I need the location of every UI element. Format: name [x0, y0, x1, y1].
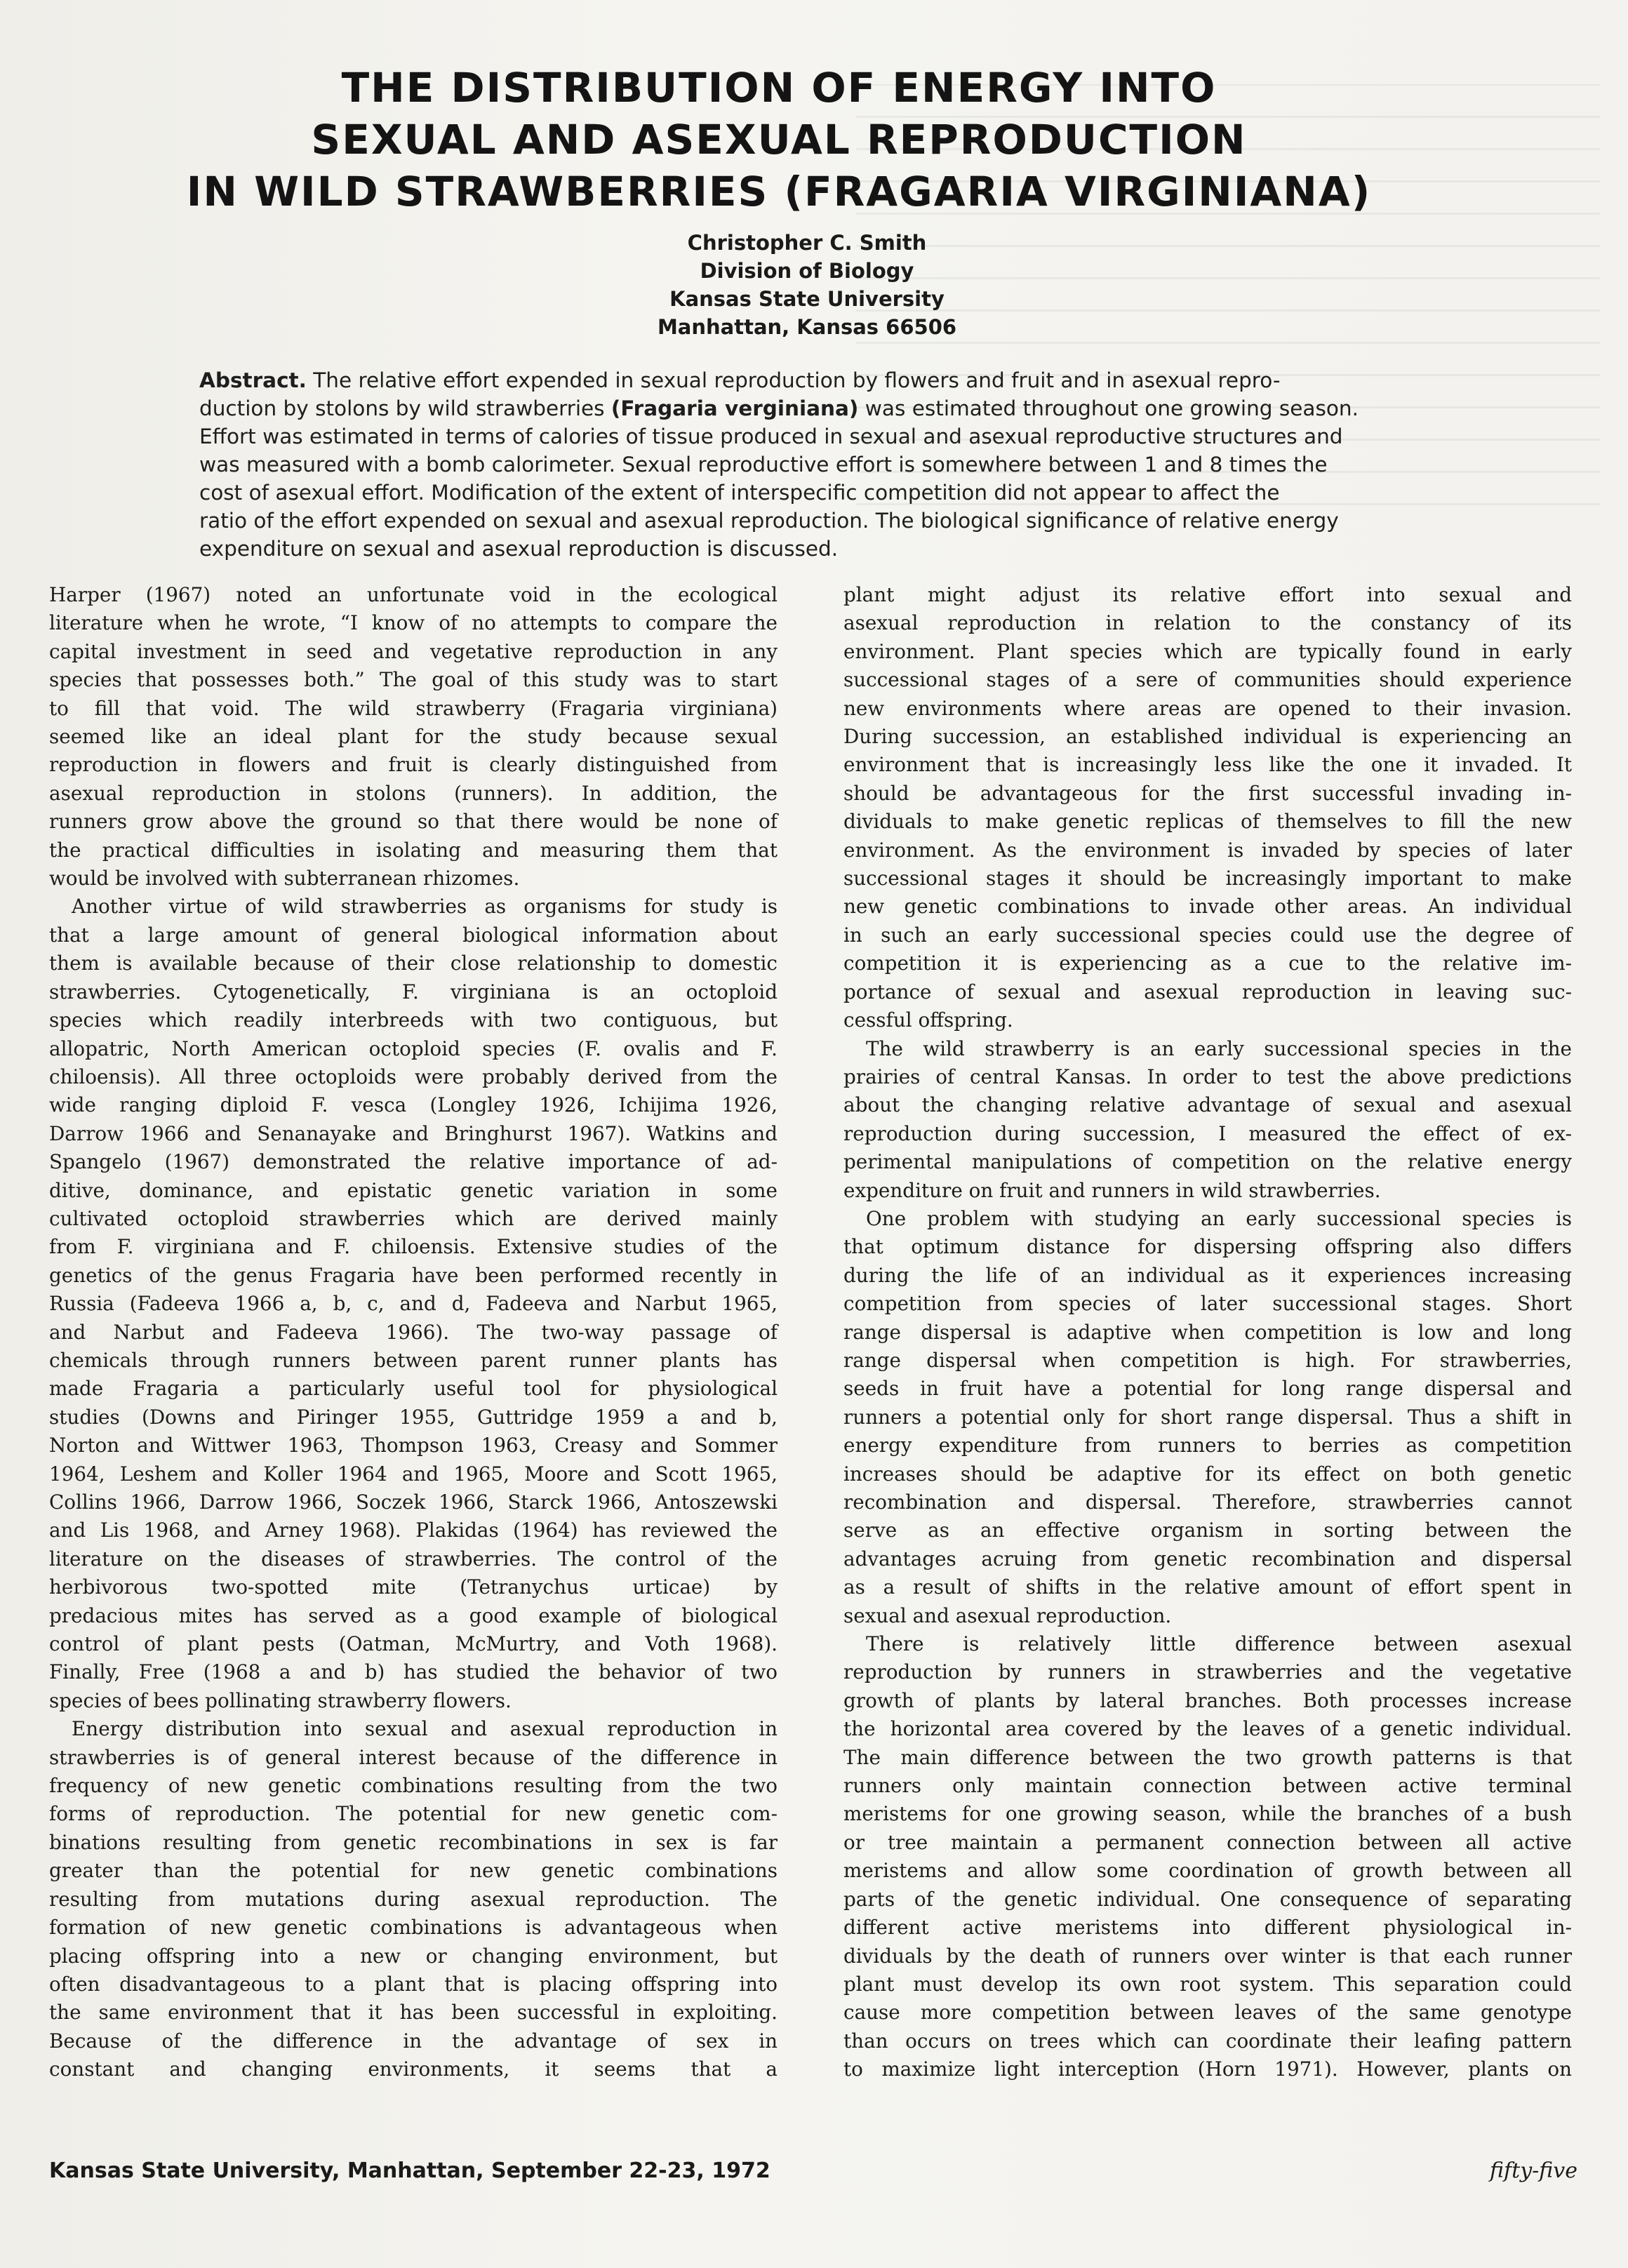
- body-text-line: that optimum distance for dispersing offspring also differs: [843, 1235, 1572, 1259]
- abstract: [166, 366, 1464, 563]
- body-text-line: Another virtue of wild strawberries as organisms for study is: [72, 895, 778, 919]
- title-line-1: THE DISTRIBUTION OF ENERGY INTO: [341, 64, 1217, 112]
- body-text-line: from F. virginiana and F. chiloensis. Extensive studies of the: [49, 1235, 778, 1259]
- body-text-line: during the life of an individual as it experiences increasing: [843, 1263, 1572, 1287]
- body-text-line: chemicals through runners between parent runner plants has: [49, 1348, 778, 1372]
- body-text-line: environment that is increasingly less like the one it invaded. It: [843, 753, 1572, 777]
- body-text-line: that a large amount of general biological information about: [49, 923, 778, 947]
- body-text-line: strawberries. Cytogenetically, F. virginiana is an octoploid: [49, 980, 778, 1003]
- body-text-line: runners grow above the ground so that there would be none of: [49, 810, 778, 834]
- body-text-line: strawberries is of general interest because of the difference in: [49, 1745, 778, 1769]
- body-text-line: asexual reproduction in relation to the constancy of its: [843, 611, 1572, 635]
- body-text-line: Energy distribution into sexual and asexual reproduction in: [72, 1717, 778, 1741]
- body-text-line: range dispersal when competition is high. For strawberries,: [843, 1348, 1572, 1372]
- body-text-line: than occurs on trees which can coordinate their leafing pattern: [843, 2029, 1572, 2053]
- body-text-line: resulting from mutations during asexual reproduction. The: [49, 1887, 778, 1911]
- body-text-line: greater than the potential for new genetic combinations: [49, 1859, 778, 1883]
- footer-conference: Kansas State University, Manhattan, September 22-23, 1972: [49, 2159, 770, 2183]
- body-text-line: forms of reproduction. The potential for new genetic com-: [49, 1802, 778, 1826]
- body-text-line: runners only maintain connection between active terminal: [843, 1774, 1572, 1798]
- body-text-line: studies (Downs and Piringer 1955, Guttridge 1959 a and b,: [49, 1405, 778, 1429]
- title-line-2: SEXUAL AND ASEXUAL REPRODUCTION: [311, 116, 1247, 164]
- body-text-line: One problem with studying an early successional species is: [866, 1206, 1572, 1230]
- body-text-line: The main difference between the two growth patterns is that: [843, 1745, 1572, 1769]
- body-text-line: cultivated octoploid strawberries which are derived mainly: [49, 1206, 778, 1230]
- body-text-line: portance of sexual and asexual reproduction in leaving suc-: [843, 980, 1572, 1003]
- body-text-line: wide ranging diploid F. vesca (Longley 1926, Ichijima 1926,: [49, 1093, 778, 1117]
- body-text-line: Darrow 1966 and Senanayake and Bringhurst 1967). Watkins and: [49, 1121, 778, 1145]
- body-text-line: There is relatively little difference between asexual: [866, 1632, 1572, 1656]
- body-text-line: in such an early successional species could use the degree of: [843, 923, 1572, 947]
- body-text-line: frequency of new genetic combinations resulting from the two: [49, 1774, 778, 1798]
- body-text-line: Collins 1966, Darrow 1966, Soczek 1966, Starck 1966, Antoszewski: [49, 1490, 778, 1514]
- body-text-line: parts of the genetic individual. One consequence of separating: [843, 1887, 1572, 1911]
- body-text-line: Harper (1967) noted an unfortunate void in the ecological: [49, 583, 778, 606]
- body-text-line: plant must develop its own root system. This separation could: [843, 1972, 1572, 1996]
- body-text-line: herbivorous two-spotted mite (Tetranychus urticae) by: [49, 1575, 778, 1599]
- body-text-line: Spangelo (1967) demonstrated the relative importance of ad-: [49, 1150, 778, 1174]
- body-text-line: energy expenditure from runners to berries as competition: [843, 1434, 1572, 1457]
- author-location: Manhattan, Kansas 66506: [657, 315, 957, 339]
- footer-page-number: fifty-five: [1490, 2159, 1577, 2183]
- body-text-line: binations resulting from genetic recombinations in sex is far: [49, 1830, 778, 1854]
- body-text-line: successional stages of a sere of communities should experience: [843, 668, 1572, 692]
- body-text-line: capital investment in seed and vegetative reproduction in any: [49, 639, 778, 663]
- body-text-line: plant might adjust its relative effort into sexual and: [843, 583, 1572, 606]
- body-text-line: species of bees pollinating strawberry flowers.: [49, 1688, 512, 1712]
- title-line-3: IN WILD STRAWBERRIES (FRAGARIA VIRGINIANA): [186, 168, 1372, 215]
- abstract-text: duction by stolons by wild strawberries: [199, 396, 611, 420]
- body-text-line: asexual reproduction in stolons (runners). In addition, the: [49, 781, 778, 805]
- body-text-line: control of plant pests (Oatman, McMurtry, and Voth 1968).: [49, 1632, 778, 1656]
- abstract-line: ratio of the effort expended on sexual and asexual reproduction. The biological significance of relative energy: [199, 509, 1339, 533]
- author-name: Christopher C. Smith: [687, 231, 927, 255]
- body-text-line: literature on the diseases of strawberries. The control of the: [49, 1547, 778, 1570]
- abstract-line: cost of asexual effort. Modification of the extent of interspecific competition did not appear to affect the: [199, 481, 1280, 505]
- body-text-line: perimental manipulations of competition on the relative energy: [843, 1150, 1572, 1174]
- body-text-line: dividuals to make genetic replicas of themselves to fill the new: [843, 810, 1572, 834]
- body-text-line: new genetic combinations to invade other areas. An individual: [843, 895, 1572, 919]
- body-text-line: to maximize light interception (Horn 1971). However, plants on: [843, 2057, 1572, 2081]
- body-text-line: meristems for one growing season, while the branches of a bush: [843, 1802, 1572, 1826]
- body-text-line: formation of new genetic combinations is advantageous when: [49, 1916, 778, 1940]
- body-text-line: constant and changing environments, it seems that a: [49, 2057, 778, 2081]
- body-text-line: ditive, dominance, and epistatic genetic variation in some: [49, 1178, 778, 1202]
- body-text-line: recombination and dispersal. Therefore, strawberries cannot: [843, 1490, 1572, 1514]
- body-text-line: allopatric, North American octoploid species (F. ovalis and F.: [49, 1036, 778, 1060]
- body-text-line: meristems and allow some coordination of growth between all: [843, 1859, 1572, 1883]
- paper-title: [140, 62, 1417, 218]
- body-text-line: serve as an effective organism in sorting between the: [843, 1519, 1572, 1542]
- body-text-line: the horizontal area covered by the leaves of a genetic individual.: [843, 1717, 1572, 1741]
- body-text-line: competition it is experiencing as a cue to the relative im-: [843, 952, 1572, 975]
- body-text-line: the practical difficulties in isolating and measuring them that: [49, 838, 778, 862]
- author-university: Kansas State University: [669, 287, 945, 311]
- body-text-line: growth of plants by lateral branches. Both processes increase: [843, 1688, 1572, 1712]
- body-text-line: seemed like an ideal plant for the study because sexual: [49, 725, 778, 749]
- body-text-line: different active meristems into different physiological in-: [843, 1916, 1572, 1940]
- body-text-line: reproduction by runners in strawberries and the vegetative: [843, 1660, 1572, 1684]
- body-text-line: cause more competition between leaves of the same genotype: [843, 2001, 1572, 2024]
- body-text-line: competition from species of later successional stages. Short: [843, 1292, 1572, 1316]
- abstract-label: Abstract.: [199, 368, 307, 392]
- abstract-text: The relative effort expended in sexual reproduction by flowers and fruit and in asexual repro-: [306, 368, 1281, 392]
- body-text-line: environment. As the environment is invaded by species of later: [843, 838, 1572, 862]
- abstract-line: Effort was estimated in terms of calories of tissue produced in sexual and asexual reproductive structures and: [199, 425, 1343, 448]
- body-text-line: and Narbut and Fadeeva 1966). The two-way passage of: [49, 1320, 778, 1344]
- abstract-line: [166, 366, 1464, 394]
- body-text-line: new environments where areas are opened to their invasion.: [843, 696, 1572, 720]
- abstract-line: expenditure on sexual and asexual reproduction is discussed.: [199, 537, 839, 561]
- body-text-line: made Fragaria a particularly useful tool for physiological: [49, 1377, 778, 1401]
- body-text-line: reproduction in flowers and fruit is clearly distinguished from: [49, 753, 778, 777]
- body-text-line: Russia (Fadeeva 1966 a, b, c, and d, Fadeeva and Narbut 1965,: [49, 1292, 778, 1316]
- body-text-line: should be advantageous for the first successful invading in-: [843, 781, 1572, 805]
- body-text-line: and Lis 1968, and Arney 1968). Plakidas (1964) has reviewed the: [49, 1519, 778, 1542]
- body-text-line: cessful offspring.: [843, 1008, 1013, 1032]
- body-text-line: prairies of central Kansas. In order to test the above predictions: [843, 1065, 1572, 1088]
- body-text-line: 1964, Leshem and Koller 1964 and 1965, Moore and Scott 1965,: [49, 1462, 778, 1486]
- body-text-line: species which readily interbreeds with two contiguous, but: [49, 1008, 778, 1032]
- body-text-line: Because of the difference in the advantage of sex in: [49, 2029, 778, 2053]
- body-text-line: placing offspring into a new or changing environment, but: [49, 1944, 778, 1968]
- body-text-line: as a result of shifts in the relative amount of effort spent in: [843, 1575, 1572, 1599]
- abstract-line: was measured with a bomb calorimeter. Sexual reproductive effort is somewhere between 1 and 8 times the: [199, 453, 1328, 476]
- body-text-line: The wild strawberry is an early successional species in the: [866, 1036, 1572, 1060]
- abstract-line: [166, 394, 1464, 422]
- body-text-line: chiloensis). All three octoploids were probably derived from the: [49, 1065, 778, 1088]
- body-text-line: increases should be adaptive for its effect on both genetic: [843, 1462, 1572, 1486]
- body-text-line: seeds in fruit have a potential for long range dispersal and: [843, 1377, 1572, 1401]
- body-text-line: advantages acruing from genetic recombination and dispersal: [843, 1547, 1572, 1570]
- body-text-line: expenditure on fruit and runners in wild strawberries.: [843, 1178, 1381, 1202]
- body-text-line: genetics of the genus Fragaria have been performed recently in: [49, 1263, 778, 1287]
- author-block: [491, 229, 1123, 341]
- body-text-line: predacious mites has served as a good example of biological: [49, 1603, 778, 1627]
- body-text-line: dividuals by the death of runners over winter is that each runner: [843, 1944, 1572, 1968]
- body-text-line: or tree maintain a permanent connection between all active: [843, 1830, 1572, 1854]
- body-text-line: often disadvantageous to a plant that is placing offspring into: [49, 1972, 778, 1996]
- body-text-line: about the changing relative advantage of sexual and asexual: [843, 1093, 1572, 1117]
- body-text-line: the same environment that it has been successful in exploiting.: [49, 2001, 778, 2024]
- body-left-column: [49, 581, 778, 2084]
- body-text-line: During succession, an established individual is experiencing an: [843, 725, 1572, 749]
- body-right-column: [843, 581, 1572, 2084]
- body-text-line: Finally, Free (1968 a and b) has studied the behavior of two: [49, 1660, 778, 1684]
- body-text-line: environment. Plant species which are typically found in early: [843, 639, 1572, 663]
- body-text-line: Norton and Wittwer 1963, Thompson 1963, Creasy and Sommer: [49, 1434, 778, 1457]
- body-text-line: range dispersal is adaptive when competition is low and long: [843, 1320, 1572, 1344]
- body-text-line: to fill that void. The wild strawberry (Fragaria virginiana): [49, 696, 778, 720]
- body-text-line: literature when he wrote, “I know of no attempts to compare the: [49, 611, 778, 635]
- body-text-line: reproduction during succession, I measured the effect of ex-: [843, 1121, 1572, 1145]
- body-text-line: would be involved with subterranean rhizomes.: [49, 867, 520, 890]
- abstract-text: was estimated throughout one growing season.: [858, 396, 1359, 420]
- author-division: Division of Biology: [700, 259, 914, 283]
- abstract-species: (Fragaria verginiana): [610, 396, 859, 420]
- body-text-line: species that possesses both.” The goal of this study was to start: [49, 668, 778, 692]
- body-text-line: them is available because of their close relationship to domestic: [49, 952, 778, 975]
- body-text-line: successional stages it should be increasingly important to make: [843, 867, 1572, 890]
- body-text-line: runners a potential only for short range dispersal. Thus a shift in: [843, 1405, 1572, 1429]
- body-text-line: sexual and asexual reproduction.: [843, 1603, 1172, 1627]
